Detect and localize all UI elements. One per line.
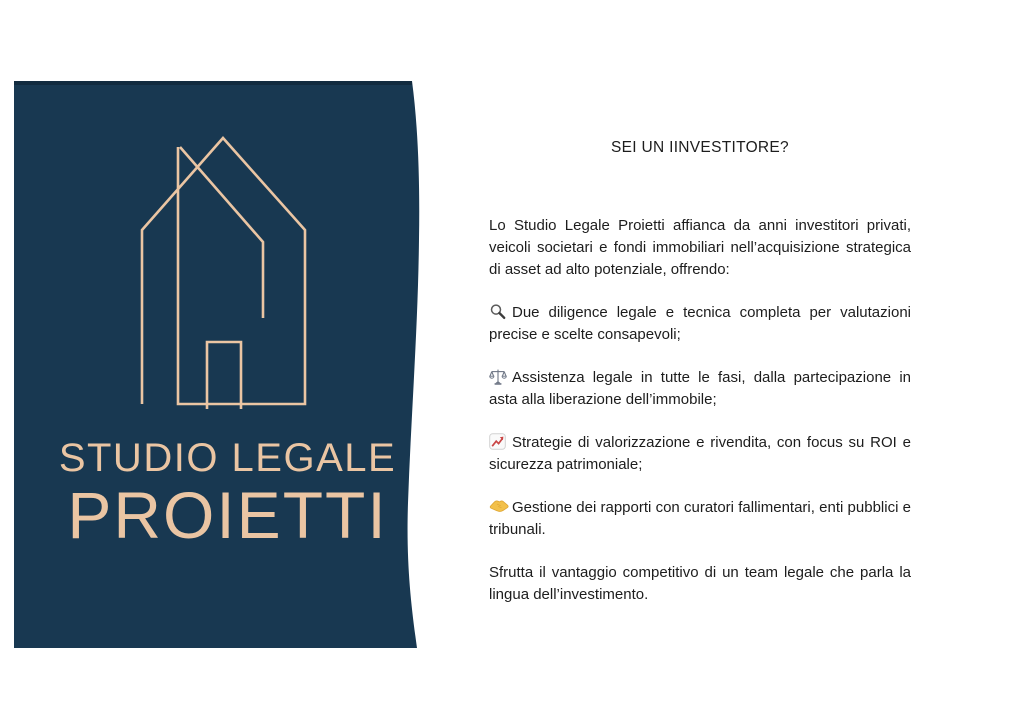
chart-increasing-icon bbox=[489, 433, 507, 450]
bullet-text: Strategie di valorizzazione e rivendita, con focus su ROI e sicurezza patrimoniale; bbox=[489, 434, 911, 473]
balance-scale-icon bbox=[489, 368, 507, 385]
brand-panel bbox=[14, 81, 424, 648]
bullet-item-assistenza bbox=[489, 367, 911, 411]
bullet-item-due-diligence bbox=[489, 302, 911, 346]
bullet-text: Gestione dei rapporti con curatori fallimentari, enti pubblici e tribunali. bbox=[489, 499, 911, 538]
content-column bbox=[489, 137, 911, 606]
handshake-icon bbox=[489, 498, 507, 515]
page-title: SEI UN IINVESTITORE? bbox=[611, 139, 789, 156]
bullet-text: Assistenza legale in tutte le fasi, dalla partecipazione in asta alla liberazione dell’immobile; bbox=[489, 369, 911, 408]
brand-title-line1: STUDIO LEGALE bbox=[58, 436, 397, 480]
bullet-item-gestione bbox=[489, 497, 911, 541]
closing-paragraph: Sfrutta il vantaggio competitivo di un team legale che parla la lingua dell’investimento. bbox=[489, 564, 911, 603]
brand-title-line2: PROIETTI bbox=[67, 478, 388, 552]
magnifying-glass-icon bbox=[489, 303, 507, 320]
bullet-item-strategie bbox=[489, 432, 911, 476]
house-outline-logo-icon bbox=[130, 130, 315, 415]
bullet-text: Due diligence legale e tecnica completa per valutazioni precise e scelte consapevoli; bbox=[489, 304, 911, 343]
intro-paragraph: Lo Studio Legale Proietti affianca da anni investitori privati, veicoli societari e fondi immobiliari nell’acquisizione strategica di asset ad alto potenziale, offrendo: bbox=[489, 217, 911, 278]
